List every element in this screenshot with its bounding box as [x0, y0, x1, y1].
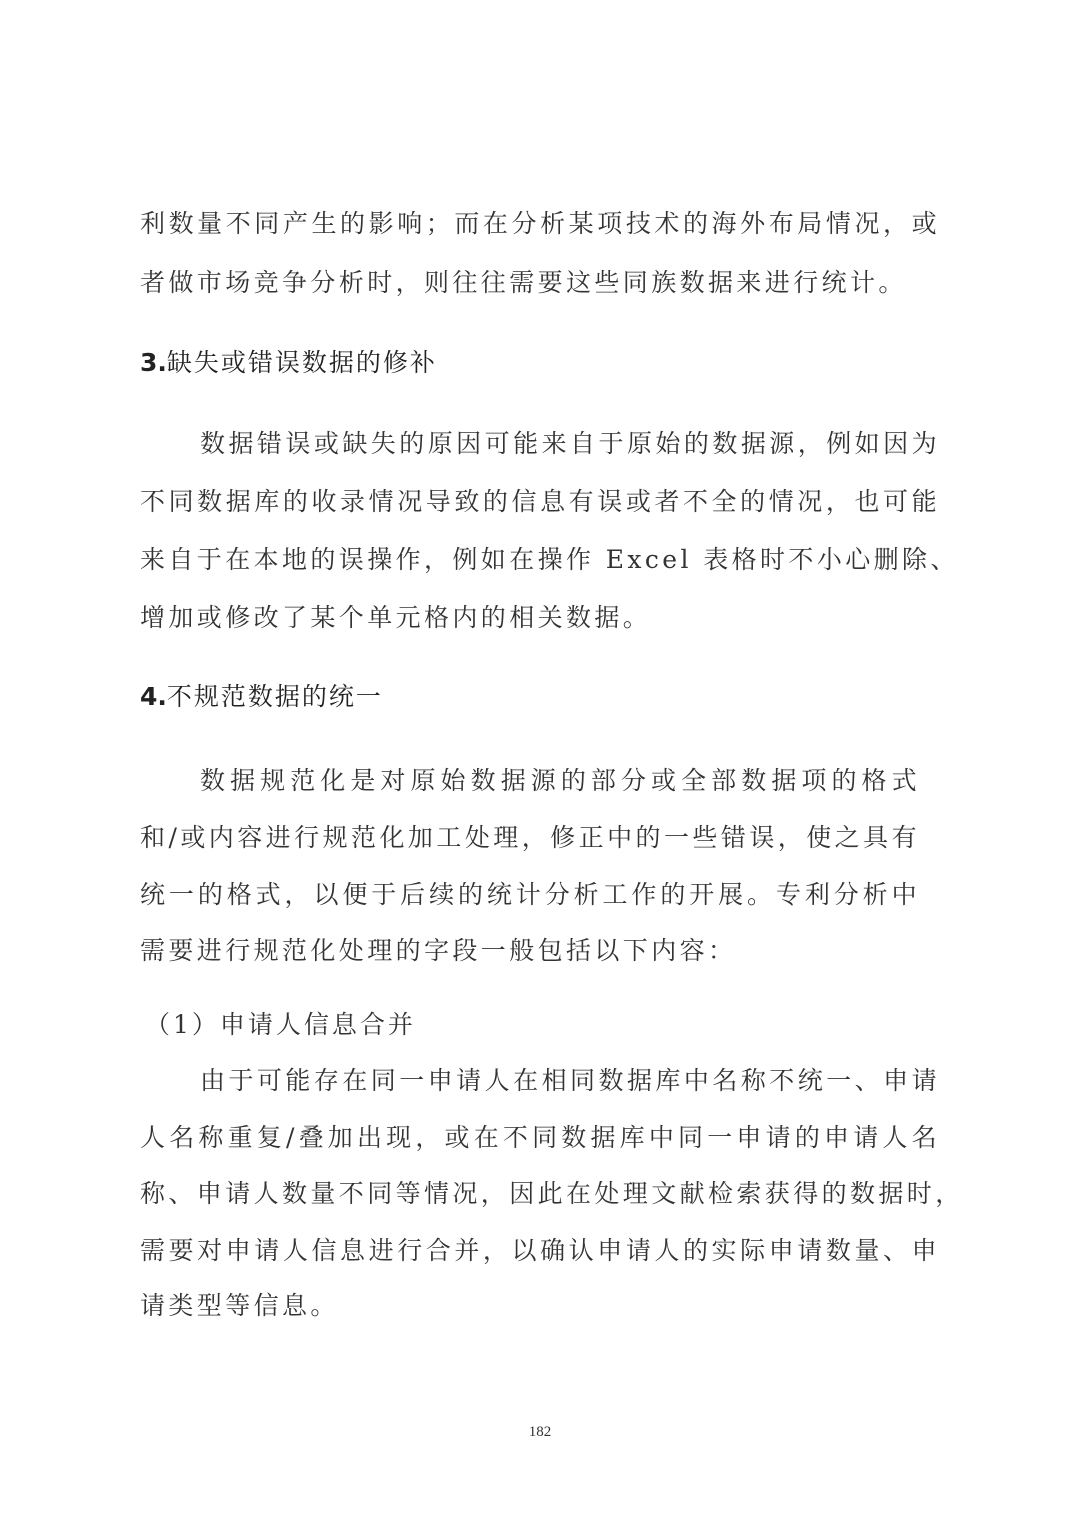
section-heading-4: [140, 680, 383, 714]
paragraph-line: 来自于在本地的误操作，例如在操作 Excel 表格时不小心删除、: [140, 545, 959, 574]
paragraph-line: 请类型等信息。: [140, 1291, 339, 1320]
paragraph-line: 和/或内容进行规范化加工处理，修正中的一些错误，使之具有: [140, 823, 920, 852]
paragraph-line: 利数量不同产生的影响；而在分析某项技术的海外布局情况，或: [140, 209, 940, 238]
section-heading-3: [140, 346, 437, 380]
section-title: 缺失或错误数据的修补: [166, 348, 437, 377]
section-number: 4.: [140, 682, 167, 711]
paragraph-line: 者做市场竞争分析时，则往往需要这些同族数据来进行统计。: [140, 268, 907, 297]
paragraph-line: 统一的格式，以便于后续的统计分析工作的开展。专利分析中: [140, 880, 920, 909]
paragraph-line: 不同数据库的收录情况导致的信息有误或者不全的情况，也可能: [140, 487, 940, 516]
section-title: 不规范数据的统一: [166, 682, 383, 711]
paragraph-line: 数据规范化是对原始数据源的部分或全部数据项的格式: [200, 766, 920, 795]
paragraph-line: 称、申请人数量不同等情况，因此在处理文献检索获得的数据时，: [140, 1179, 964, 1208]
paragraph-line: 需要进行规范化处理的字段一般包括以下内容：: [140, 936, 737, 965]
paragraph-line: 人名称重复/叠加出现，或在不同数据库中同一申请的申请人名: [140, 1123, 940, 1152]
section-number: 3.: [140, 348, 167, 377]
paragraph-line: 由于可能存在同一申请人在相同数据库中名称不统一、申请: [200, 1066, 940, 1095]
paragraph-line: 需要对申请人信息进行合并，以确认申请人的实际申请数量、申: [140, 1236, 940, 1265]
paragraph-line: 增加或修改了某个单元格内的相关数据。: [140, 603, 652, 632]
page-number: 182: [528, 1424, 552, 1440]
paragraph-line: 数据错误或缺失的原因可能来自于原始的数据源，例如因为: [200, 429, 940, 458]
list-item-label: （1）申请人信息合并: [145, 1010, 416, 1039]
